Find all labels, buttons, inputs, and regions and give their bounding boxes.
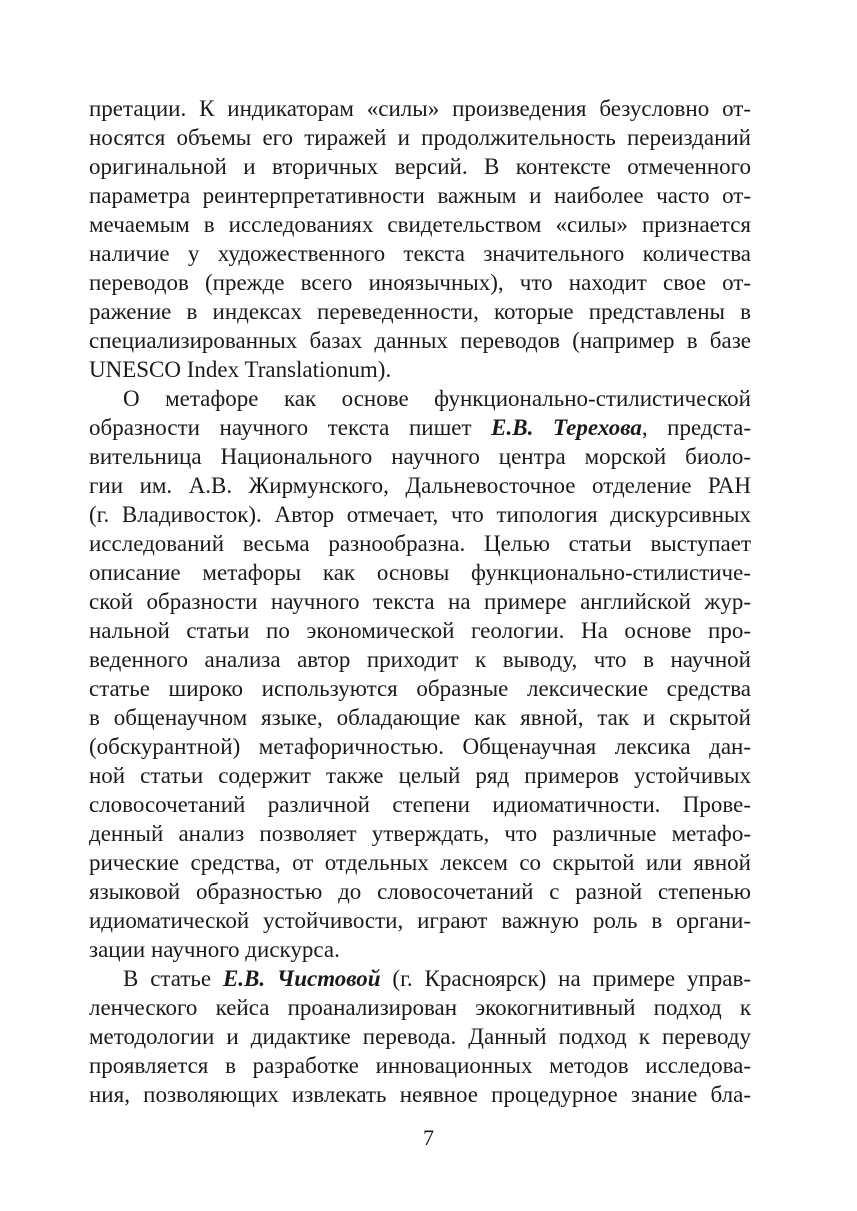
paragraph-3: [89, 964, 751, 1109]
text-line: ской образности научного текста на примере английской жур-: [89, 589, 751, 614]
text-line: статье широко используются образные лексические средства: [89, 676, 751, 701]
text-line: (обскурантной) метафоричностью. Общенаучная лексика дан-: [89, 734, 751, 759]
author-name: Е.В. Чистовой: [222, 966, 381, 991]
text-line: рические средства, от отдельных лексем со скрытой или явной: [89, 850, 751, 875]
text-line: [89, 964, 751, 993]
text-line: зации научного дискурса.: [89, 937, 340, 962]
text-line: (г. Владивосток). Автор отмечает, что типология дискурсивных: [89, 502, 751, 527]
text-line: гии им. А.В. Жирмунского, Дальневосточное отделение РАН: [89, 473, 751, 498]
text-line: претации. К индикаторам «силы» произведения безусловно от-: [89, 96, 751, 121]
page-number: 7: [423, 1125, 434, 1150]
text-line: словосочетаний различной степени идиоматичности. Прове-: [89, 792, 751, 817]
text-line: носятся объемы его тиражей и продолжительность переизданий: [89, 125, 751, 150]
text-line: наличие у художественного текста значительного количества: [89, 241, 751, 266]
text-line: параметра реинтерпретативности важным и наиболее часто от-: [89, 183, 751, 208]
text-line: специализированных базах данных переводов (например в базе: [89, 328, 751, 353]
paragraph-1: [89, 94, 751, 384]
text-line: идиоматической устойчивости, играют важную роль в органи-: [89, 908, 751, 933]
text-line: оригинальной и вторичных версий. В контексте отмеченного: [89, 154, 751, 179]
text-line: ражение в индексах переведенности, которые представлены в: [89, 299, 751, 324]
text-line: ной статьи содержит также целый ряд примеров устойчивых: [89, 763, 751, 788]
text-line: [89, 413, 751, 442]
text-run: , предста-: [641, 415, 752, 440]
text-line: ния, позволяющих извлекать неявное процедурное знание бла-: [89, 1082, 751, 1107]
text-line: денный анализ позволяет утверждать, что различные метафо-: [89, 821, 751, 846]
author-name: Е.В. Терехова: [491, 415, 642, 440]
text-line: ленческого кейса проанализирован экокогнитивный подход к: [89, 995, 751, 1020]
text-line: описание метафоры как основы функционально-стилистиче-: [89, 560, 751, 585]
text-line: проявляется в разработке инновационных методов исследова-: [89, 1053, 751, 1078]
paragraph-2: [89, 384, 751, 964]
text-line: UNESCO Index Translationum).: [89, 357, 392, 382]
text-run: (г. Красноярск) на примере управ-: [380, 966, 752, 991]
text-line: исследований весьма разнообразна. Целью статьи выступает: [89, 531, 751, 556]
text-line: мечаемым в исследованиях свидетельством «силы» признается: [89, 212, 751, 237]
text-line: нальной статьи по экономической геологии. На основе про-: [89, 618, 751, 643]
text-line: веденного анализа автор приходит к выводу, что в научной: [89, 647, 751, 672]
text-line: языковой образностью до словосочетаний с разной степенью: [89, 879, 751, 904]
text-line: методологии и дидактике перевода. Данный подход к переводу: [89, 1024, 751, 1049]
text-line: в общенаучном языке, обладающие как явной, так и скрытой: [89, 705, 751, 730]
text-line: О метафоре как основе функционально-стилистической: [123, 386, 751, 411]
text-run: В статье: [123, 966, 223, 991]
text-line: переводов (прежде всего иноязычных), что находит свое от-: [89, 270, 751, 295]
text-line: вительница Национального научного центра морской биоло-: [89, 444, 751, 469]
page-body: [89, 94, 751, 1109]
text-run: образности научного текста пишет: [89, 415, 492, 440]
